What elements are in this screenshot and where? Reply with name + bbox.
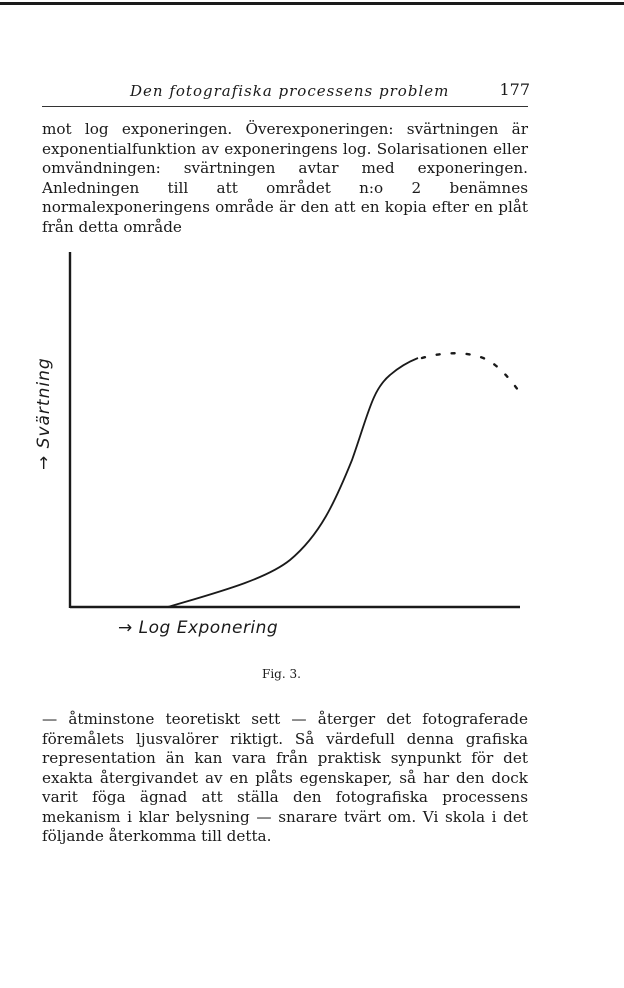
page-number: 177	[499, 80, 530, 99]
characteristic-curve-figure	[0, 240, 624, 660]
solarisation-dashed-curve	[422, 353, 518, 390]
x-axis-label: → Log Exponering	[118, 618, 279, 638]
y-axis-label: → Svärtning	[34, 357, 54, 470]
header-rule	[42, 106, 528, 107]
running-title: Den fotografiska processens problem	[130, 82, 450, 100]
characteristic-curve	[168, 358, 418, 607]
running-head	[40, 82, 530, 104]
figure-caption: Fig. 3.	[262, 667, 301, 681]
body-paragraph-2: — åtminstone teoretiskt sett — återger det fotograferade föremålets ljusvalörer riktigt. Så värdefull denna grafiska representation än kan vara från praktisk synpunkt för det exakta återgivandet av en plåts egenskaper, så har den dock varit föga ägnad att ställa den fotografiska processens mekanism i klar belysning — snarare tvärt om. Vi skola i det följande återkomma till detta.	[42, 710, 528, 845]
body-paragraph-1: mot log exponeringen. Överexponeringen: svärtningen är exponentialfunktion av exponeringens log. Solarisationen eller omvändningen: svärtningen avtar med exponeringen. Anledningen till att området n:o 2 benämnes normalexponeringens område är den att en kopia efter en plåt från detta område	[42, 120, 528, 236]
top-page-rule	[0, 2, 624, 5]
